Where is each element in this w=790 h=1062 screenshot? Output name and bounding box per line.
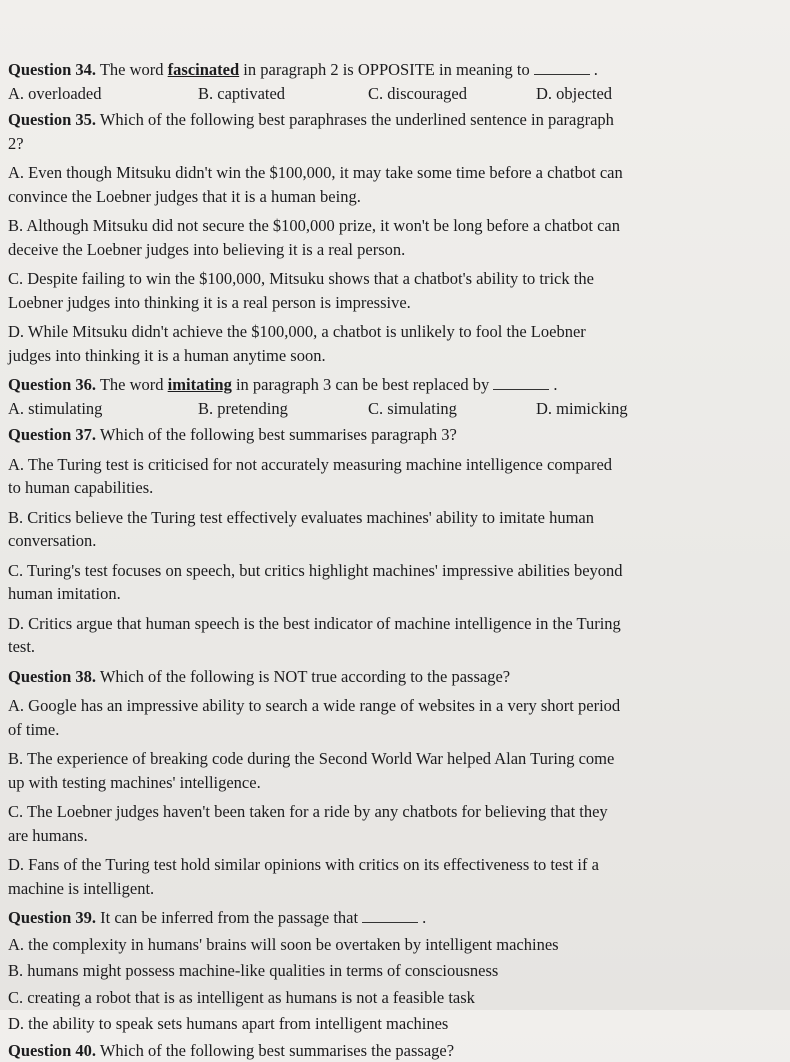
option-c-line1: C. Despite failing to win the $100,000, Mitsuku shows that a chatbot's ability to trick the — [8, 267, 768, 291]
option-c-line2: Loebner judges into thinking it is a real person is impressive. — [8, 291, 768, 315]
option-a: A. stimulating — [8, 397, 198, 421]
question-34-options — [8, 82, 768, 106]
option-d: D. the ability to speak sets humans apart from intelligent machines — [8, 1012, 768, 1036]
option-d-line2: judges into thinking it is a human anytime soon. — [8, 344, 768, 368]
option-b-line1: B. Critics believe the Turing test effectively evaluates machines' ability to imitate human — [8, 506, 768, 530]
question-40-label: Question 40. — [8, 1041, 96, 1060]
question-34-stem: Question 34. The word fascinated in paragraph 2 is OPPOSITE in meaning to . — [8, 58, 768, 82]
option-d-line1: D. While Mitsuku didn't achieve the $100,000, a chatbot is unlikely to fool the Loebner — [8, 320, 768, 344]
option-c-line2: human imitation. — [8, 582, 768, 606]
option-a-line1: A. The Turing test is criticised for not accurately measuring machine intelligence compared — [8, 453, 768, 477]
option-a-line2: to human capabilities. — [8, 476, 768, 500]
question-34-label: Question 34. — [8, 60, 96, 79]
option-b-line2: up with testing machines' intelligence. — [8, 771, 768, 795]
question-37-stem: Question 37. Which of the following best summarises paragraph 3? — [8, 423, 768, 447]
option-b-line2: deceive the Loebner judges into believing it is a real person. — [8, 238, 768, 262]
option-a-line2: of time. — [8, 718, 768, 742]
option-b-line1: B. The experience of breaking code during the Second World War helped Alan Turing come — [8, 747, 768, 771]
option-d-line2: test. — [8, 635, 768, 659]
option-b-line2: conversation. — [8, 529, 768, 553]
option-a-line2: convince the Loebner judges that it is a human being. — [8, 185, 768, 209]
question-36-keyword: imitating — [168, 375, 232, 394]
option-c-line1: C. Turing's test focuses on speech, but critics highlight machines' impressive abilities beyond — [8, 559, 768, 583]
question-39-label: Question 39. — [8, 908, 96, 927]
question-39-stem: Question 39. It can be inferred from the passage that . — [8, 906, 768, 930]
option-d: D. mimicking — [536, 397, 736, 421]
question-36-label: Question 36. — [8, 375, 96, 394]
question-35-label: Question 35. — [8, 110, 96, 129]
option-a-line1: A. Even though Mitsuku didn't win the $100,000, it may take some time before a chatbot can — [8, 161, 768, 185]
question-37-label: Question 37. — [8, 425, 96, 444]
option-c: C. simulating — [368, 397, 536, 421]
option-c: C. discouraged — [368, 82, 536, 106]
question-35-stem-end: 2? — [8, 132, 768, 156]
option-a: A. the complexity in humans' brains will soon be overtaken by intelligent machines — [8, 933, 768, 957]
option-b: B. humans might possess machine-like qualities in terms of consciousness — [8, 959, 768, 983]
option-a: A. overloaded — [8, 82, 198, 106]
option-b-line1: B. Although Mitsuku did not secure the $100,000 prize, it won't be long before a chatbot can — [8, 214, 768, 238]
option-d-line1: D. Critics argue that human speech is the best indicator of machine intelligence in the Turing — [8, 612, 768, 636]
question-34-keyword: fascinated — [168, 60, 240, 79]
question-36-stem: Question 36. The word imitating in paragraph 3 can be best replaced by . — [8, 373, 768, 397]
question-35-stem: Question 35. Which of the following best paraphrases the underlined sentence in paragraph — [8, 108, 768, 132]
option-d-line2: machine is intelligent. — [8, 877, 768, 901]
option-b: B. captivated — [198, 82, 368, 106]
question-40-stem: Question 40. Which of the following best summarises the passage? — [8, 1039, 768, 1062]
option-a-line1: A. Google has an impressive ability to search a wide range of websites in a very short period — [8, 694, 768, 718]
option-c: C. creating a robot that is as intelligent as humans is not a feasible task — [8, 986, 768, 1010]
question-36-options — [8, 397, 768, 421]
option-d: D. objected — [536, 82, 736, 106]
question-38-stem: Question 38. Which of the following is NOT true according to the passage? — [8, 665, 768, 689]
option-c-line1: C. The Loebner judges haven't been taken for a ride by any chatbots for believing that they — [8, 800, 768, 824]
answer-blank — [534, 60, 590, 75]
question-38-label: Question 38. — [8, 667, 96, 686]
option-b: B. pretending — [198, 397, 368, 421]
answer-blank — [493, 375, 549, 390]
option-d-line1: D. Fans of the Turing test hold similar opinions with critics on its effectiveness to test if a — [8, 853, 768, 877]
option-c-line2: are humans. — [8, 824, 768, 848]
answer-blank — [362, 908, 418, 923]
